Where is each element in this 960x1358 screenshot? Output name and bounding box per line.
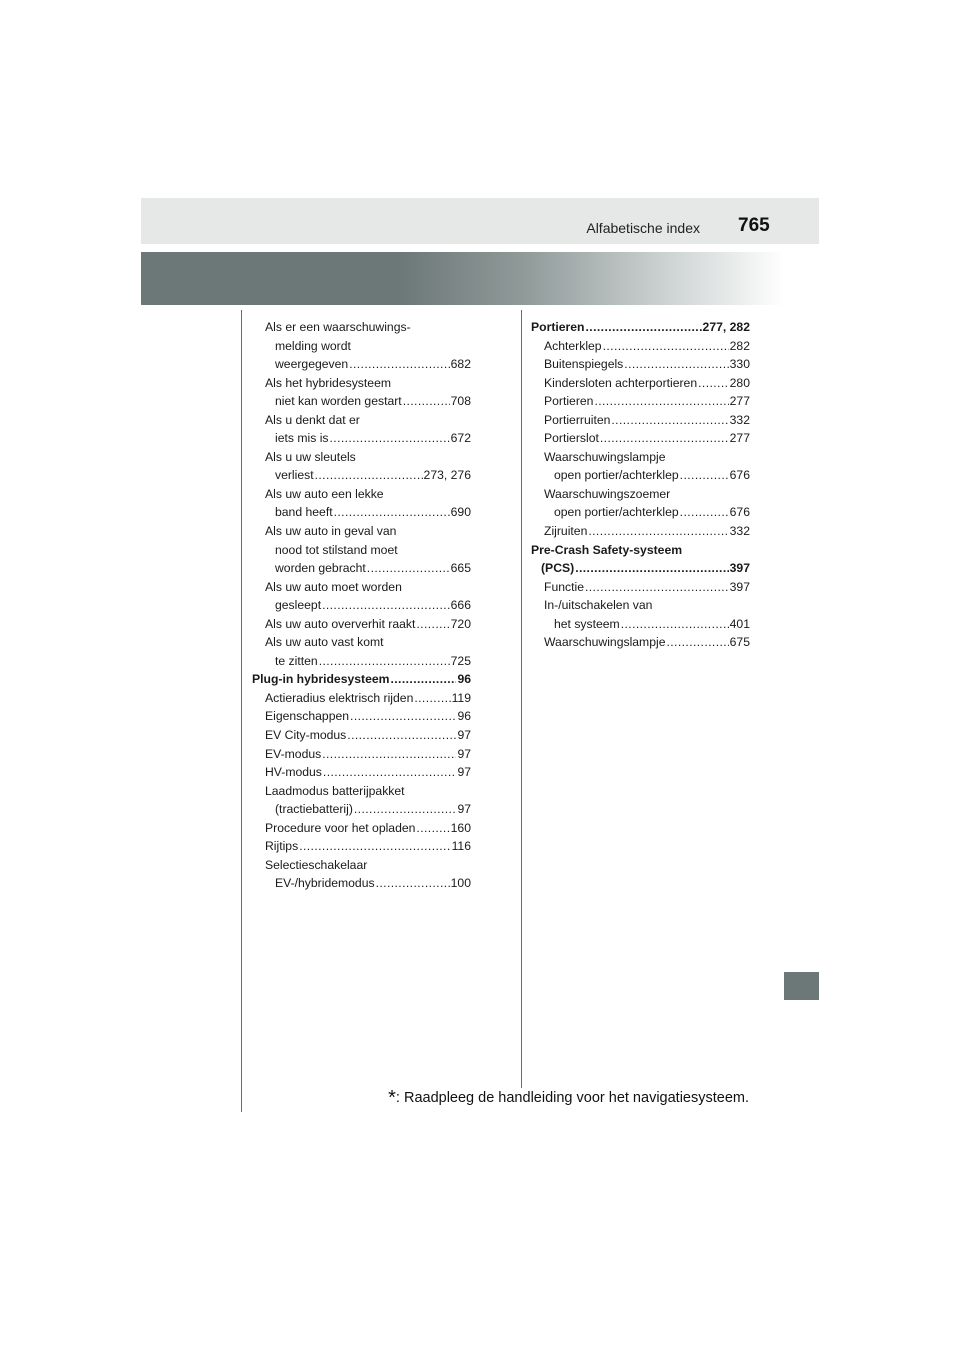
index-sub-entry (252, 689, 471, 708)
entry-leader-line (265, 559, 471, 578)
entry-leader-line (265, 503, 471, 522)
dot-leader (322, 745, 456, 764)
dot-leader (367, 559, 450, 578)
index-sub-entry (252, 707, 471, 726)
entry-term: EV-modus (265, 746, 322, 761)
entry-page-reference: 96 (457, 672, 471, 687)
column-divider (521, 310, 522, 1088)
index-sub-entry (531, 596, 750, 633)
index-sub-entry (252, 411, 471, 448)
index-sub-entry (252, 745, 471, 764)
index-sub-entry (531, 429, 750, 448)
entry-leader-line (544, 355, 750, 374)
entry-leader-line (544, 466, 750, 485)
dot-leader (323, 763, 457, 782)
entry-text-line: Selectieschakelaar (265, 857, 368, 872)
entry-page-reference: 397 (729, 579, 750, 594)
entry-leader-line (544, 633, 750, 652)
entry-page-reference: 397 (729, 561, 750, 576)
dot-leader (315, 466, 423, 485)
entry-term: Waarschuwingslampje (544, 635, 666, 650)
entry-text-line: nood tot stilstand moet (275, 542, 398, 557)
entry-term: Procedure voor het opladen (265, 820, 416, 835)
entry-page-reference: 282 (729, 338, 750, 353)
entry-term: Portierslot (544, 431, 599, 446)
entry-page-reference: 97 (457, 765, 471, 780)
entry-term: Functie (544, 579, 584, 594)
chapter-gradient-bar (141, 252, 819, 305)
entry-term: Zijruiten (544, 524, 588, 539)
dot-leader (680, 503, 729, 522)
index-sub-entry (252, 726, 471, 745)
entry-text-line: Laadmodus batterijpakket (265, 783, 405, 798)
entry-term: niet kan worden gestart (275, 394, 402, 409)
dot-leader (414, 689, 450, 708)
entry-page-reference: 97 (457, 728, 471, 743)
dot-leader (347, 726, 456, 745)
entry-term: het systeem (554, 616, 620, 631)
index-sub-entry (252, 485, 471, 522)
entry-leader-line (544, 429, 750, 448)
entry-leader-line (544, 522, 750, 541)
dot-leader (611, 411, 728, 430)
entry-page-reference: 666 (450, 598, 471, 613)
dot-leader (330, 429, 450, 448)
entry-term: Portieren (544, 394, 594, 409)
index-column-left (252, 318, 471, 893)
index-sub-entry (531, 411, 750, 430)
dot-leader (666, 633, 728, 652)
entry-text-line: melding wordt (275, 338, 351, 353)
entry-page-reference: 97 (457, 802, 471, 817)
index-sub-entry (252, 318, 471, 374)
dot-leader (594, 392, 728, 411)
entry-text-line: Als uw auto moet worden (265, 579, 402, 594)
index-sub-entry (531, 337, 750, 356)
entry-text-line: Als u uw sleutels (265, 449, 356, 464)
entry-page-reference: 401 (729, 616, 750, 631)
dot-leader (376, 874, 450, 893)
entry-term: Plug-in hybridesysteem (252, 672, 390, 687)
entry-term: HV-modus (265, 765, 322, 780)
dot-leader (403, 392, 450, 411)
entry-leader-line (265, 596, 471, 615)
index-sub-entry (531, 355, 750, 374)
footnote-text: : Raadpleeg de handleiding voor het navigatiesysteem. (395, 1090, 749, 1106)
dot-leader (575, 559, 728, 578)
entry-leader-line (544, 392, 750, 411)
entry-term: (PCS) (541, 561, 575, 576)
entry-term: Achterklep (544, 338, 602, 353)
entry-page-reference: 672 (450, 431, 471, 446)
entry-text-line: Als u denkt dat er (265, 412, 360, 427)
index-sub-entry (531, 522, 750, 541)
dot-leader (322, 596, 450, 615)
entry-page-reference: 332 (729, 412, 750, 427)
entry-term: Rijtips (265, 839, 299, 854)
entry-page-reference: 273, 276 (423, 468, 471, 483)
footnote-marker: * (388, 1087, 396, 1109)
index-heading-entry (531, 318, 750, 337)
index-sub-entry (531, 392, 750, 411)
dot-leader (354, 800, 457, 819)
entry-leader-line (265, 800, 471, 819)
dot-leader (334, 503, 450, 522)
entry-leader-line (265, 874, 471, 893)
index-sub-entry (531, 633, 750, 652)
entry-leader-line (531, 318, 750, 337)
entry-leader-line (544, 374, 750, 393)
entry-page-reference: 97 (457, 746, 471, 761)
entry-page-reference: 675 (729, 635, 750, 650)
entry-leader-line (265, 837, 471, 856)
entry-leader-line (544, 615, 750, 634)
index-sub-entry (252, 448, 471, 485)
dot-leader (350, 707, 456, 726)
entry-leader-line (265, 429, 471, 448)
entry-page-reference: 160 (450, 820, 471, 835)
entry-leader-line (252, 670, 471, 689)
entry-term: open portier/achterklep (554, 468, 679, 483)
entry-term: verliest (275, 468, 314, 483)
dot-leader (624, 355, 728, 374)
index-sub-entry (531, 578, 750, 597)
entry-page-reference: 330 (729, 357, 750, 372)
entry-page-reference: 119 (451, 690, 471, 705)
entry-term: (tractiebatterij) (275, 802, 353, 817)
index-sub-entry (252, 633, 471, 670)
entry-term: EV City-modus (265, 728, 347, 743)
index-sub-entry (531, 374, 750, 393)
dot-leader (586, 318, 702, 337)
entry-text-line: Waarschuwingslampje (544, 449, 666, 464)
index-sub-entry (252, 782, 471, 819)
entry-page-reference: 96 (457, 709, 471, 724)
dot-leader (680, 466, 729, 485)
index-sub-entry (252, 837, 471, 856)
entry-leader-line (265, 652, 471, 671)
page-number: 765 (738, 215, 770, 236)
entry-term: worden gebracht (275, 561, 366, 576)
entry-leader-line (265, 726, 471, 745)
left-margin-rule (241, 310, 242, 1112)
chapter-side-tab (784, 972, 819, 1000)
entry-leader-line (265, 392, 471, 411)
header-band (141, 198, 819, 244)
dot-leader (585, 578, 729, 597)
entry-leader-line (265, 745, 471, 764)
dot-leader (349, 355, 449, 374)
entry-term: Buitenspiegels (544, 357, 624, 372)
entry-leader-line (265, 615, 471, 634)
dot-leader (588, 522, 728, 541)
index-sub-entry (252, 522, 471, 578)
dot-leader (299, 837, 450, 856)
entry-page-reference: 708 (450, 394, 471, 409)
dot-leader (319, 652, 450, 671)
entry-term: band heeft (275, 505, 333, 520)
entry-term: Portieren (531, 320, 585, 334)
entry-leader-line (531, 559, 750, 578)
dot-leader (621, 615, 729, 634)
index-sub-entry (531, 448, 750, 485)
entry-term: Eigenschappen (265, 709, 350, 724)
entry-page-reference: 725 (450, 653, 471, 668)
entry-term: Kindersloten achterportieren (544, 375, 698, 390)
dot-leader (698, 374, 729, 393)
entry-text-line: Als uw auto een lekke (265, 486, 384, 501)
entry-text-line: Als er een waarschuwings- (265, 320, 411, 334)
entry-page-reference: 676 (729, 468, 750, 483)
index-heading-entry (531, 541, 750, 578)
section-title: Alfabetische index (586, 220, 700, 236)
entry-text-line: Als het hybridesysteem (265, 375, 391, 390)
index-heading-entry (252, 670, 471, 689)
entry-page-reference: 280 (729, 375, 750, 390)
entry-leader-line (265, 707, 471, 726)
index-sub-entry (252, 374, 471, 411)
dot-leader (600, 429, 729, 448)
index-sub-entry (531, 485, 750, 522)
entry-text-line: Als uw auto vast komt (265, 635, 384, 650)
dot-leader (416, 615, 449, 634)
entry-page-reference: 116 (451, 839, 471, 854)
entry-text-line: Waarschuwingszoemer (544, 486, 671, 501)
entry-leader-line (265, 689, 471, 708)
entry-page-reference: 277, 282 (702, 320, 750, 334)
dot-leader (603, 337, 729, 356)
entry-page-reference: 332 (729, 524, 750, 539)
entry-term: iets mis is (275, 431, 329, 446)
index-sub-entry (252, 615, 471, 634)
entry-leader-line (265, 819, 471, 838)
entry-page-reference: 682 (450, 357, 471, 372)
entry-page-reference: 676 (729, 505, 750, 520)
footnote (388, 1087, 749, 1110)
entry-term: weergegeven (275, 357, 349, 372)
entry-leader-line (265, 355, 471, 374)
dot-leader (416, 819, 449, 838)
entry-term: te zitten (275, 653, 318, 668)
entry-term: EV-/hybridemodus (275, 876, 375, 891)
entry-text-line: Als uw auto in geval van (265, 524, 397, 539)
entry-text-line: Pre-Crash Safety-systeem (531, 542, 683, 557)
entry-page-reference: 100 (450, 876, 471, 891)
entry-leader-line (265, 466, 471, 485)
entry-page-reference: 277 (729, 394, 750, 409)
entry-leader-line (544, 503, 750, 522)
entry-term: Actieradius elektrisch rijden (265, 690, 414, 705)
entry-page-reference: 277 (729, 431, 750, 446)
index-sub-entry (252, 856, 471, 893)
entry-page-reference: 720 (450, 616, 471, 631)
entry-leader-line (544, 337, 750, 356)
dot-leader (390, 670, 456, 689)
entry-leader-line (544, 411, 750, 430)
entry-text-line: In-/uitschakelen van (544, 598, 653, 613)
entry-term: Als uw auto oververhit raakt (265, 616, 416, 631)
entry-term: open portier/achterklep (554, 505, 679, 520)
entry-page-reference: 665 (450, 561, 471, 576)
entry-leader-line (544, 578, 750, 597)
index-sub-entry (252, 763, 471, 782)
entry-term: gesleept (275, 598, 322, 613)
index-column-right (531, 318, 750, 652)
entry-page-reference: 690 (450, 505, 471, 520)
entry-term: Portierruiten (544, 412, 611, 427)
index-sub-entry (252, 819, 471, 838)
entry-leader-line (265, 763, 471, 782)
index-sub-entry (252, 578, 471, 615)
